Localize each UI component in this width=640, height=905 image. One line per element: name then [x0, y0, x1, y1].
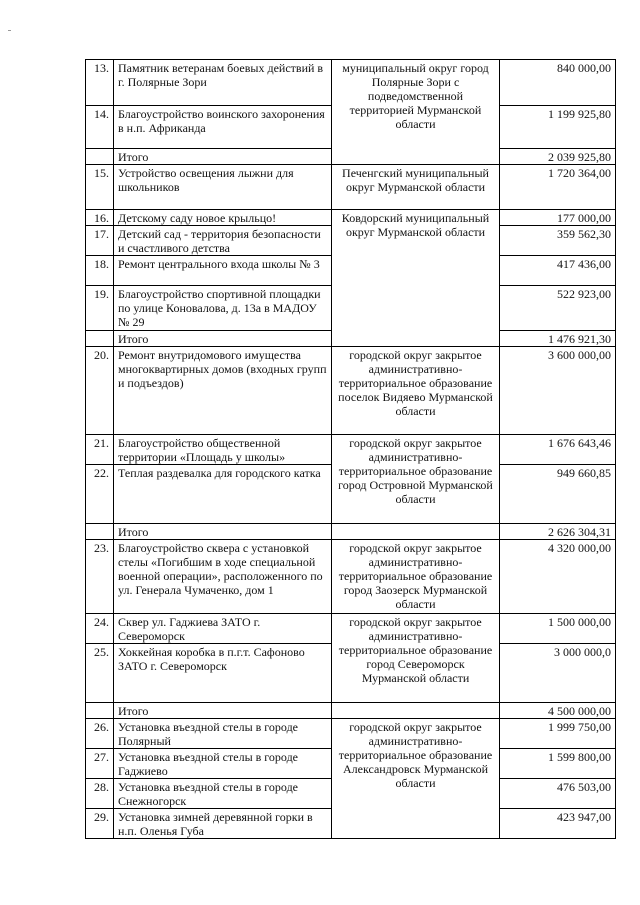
row-number: 26. — [86, 719, 114, 749]
subtotal-amount: 2 039 925,80 — [500, 149, 616, 165]
subtotal-amount: 1 476 921,30 — [500, 331, 616, 347]
project-amount: 1 676 643,46 — [500, 435, 616, 465]
subtotal-label: Итого — [114, 524, 332, 540]
project-name: Установка зимней деревянной горки в н.п. Оленья Губа — [114, 809, 332, 839]
table-row — [86, 347, 616, 435]
project-amount: 1 199 925,80 — [500, 106, 616, 149]
margin-mark — [8, 30, 11, 31]
row-number: 20. — [86, 347, 114, 435]
project-amount: 4 320 000,00 — [500, 540, 616, 614]
project-name: Установка въездной стелы в городе Гаджиево — [114, 749, 332, 779]
subtotal-amount: 2 626 304,31 — [500, 524, 616, 540]
table-row — [86, 165, 616, 210]
subtotal-amount: 4 500 000,00 — [500, 703, 616, 719]
project-amount: 522 923,00 — [500, 286, 616, 331]
row-number: 18. — [86, 256, 114, 286]
subtotal-label: Итого — [114, 331, 332, 347]
empty-cell — [332, 703, 500, 719]
row-number — [86, 703, 114, 719]
subtotal-row — [86, 703, 616, 719]
municipality-cell: Ковдорский муниципальный округ Мурманской области — [332, 210, 500, 347]
project-name: Благоустройство воинского захоронения в н.п. Африканда — [114, 106, 332, 149]
row-number: 27. — [86, 749, 114, 779]
project-amount: 3 000 000,0 — [500, 644, 616, 703]
row-number — [86, 524, 114, 540]
project-amount: 1 500 000,00 — [500, 614, 616, 644]
table-row — [86, 60, 616, 106]
project-amount: 359 562,30 — [500, 226, 616, 256]
project-amount: 177 000,00 — [500, 210, 616, 226]
projects-table — [85, 59, 616, 839]
row-number — [86, 331, 114, 347]
municipality-cell: муниципальный округ город Полярные Зори с подведомственной территорией Мурманской области — [332, 60, 500, 165]
project-name: Детский сад - территория безопасности и счастливого детства — [114, 226, 332, 256]
row-number: 14. — [86, 106, 114, 149]
row-number: 23. — [86, 540, 114, 614]
project-amount: 3 600 000,00 — [500, 347, 616, 435]
table-row — [86, 719, 616, 749]
row-number — [86, 149, 114, 165]
table-row — [86, 210, 616, 226]
row-number: 19. — [86, 286, 114, 331]
project-amount: 1 599 800,00 — [500, 749, 616, 779]
table-row — [86, 435, 616, 465]
row-number: 24. — [86, 614, 114, 644]
municipality-cell: городской округ закрытое административно-территориальное образование город Заозерск Мурманской области — [332, 540, 500, 614]
project-name: Установка въездной стелы в городе Полярный — [114, 719, 332, 749]
project-name: Благоустройство общественной территории «Площадь у школы» — [114, 435, 332, 465]
project-name: Благоустройство спортивной площадки по улице Коновалова, д. 13а в МАДОУ № 29 — [114, 286, 332, 331]
row-number: 17. — [86, 226, 114, 256]
row-number: 16. — [86, 210, 114, 226]
project-amount: 1 720 364,00 — [500, 165, 616, 210]
project-amount: 423 947,00 — [500, 809, 616, 839]
municipality-cell: городской округ закрытое административно-территориальное образование город Островной Мурманской области — [332, 435, 500, 524]
project-name: Ремонт центрального входа школы № 3 — [114, 256, 332, 286]
project-name: Памятник ветеранам боевых действий в г. Полярные Зори — [114, 60, 332, 106]
table-row — [86, 614, 616, 644]
row-number: 21. — [86, 435, 114, 465]
row-number: 29. — [86, 809, 114, 839]
row-number: 15. — [86, 165, 114, 210]
municipality-cell: городской округ закрытое административно-территориальное образование город Североморск Мурманской области — [332, 614, 500, 703]
municipality-cell: городской округ закрытое административно-территориальное образование Александровск Мурманской области — [332, 719, 500, 839]
subtotal-label: Итого — [114, 149, 332, 165]
project-name: Ремонт внутридомового имущества многоквартирных домов (входных групп и подъездов) — [114, 347, 332, 435]
municipality-cell: городской округ закрытое административно-территориальное образование поселок Видяево Мурманской области — [332, 347, 500, 435]
project-name: Хоккейная коробка в п.г.т. Сафоново ЗАТО г. Североморск — [114, 644, 332, 703]
project-name: Сквер ул. Гаджиева ЗАТО г. Североморск — [114, 614, 332, 644]
project-name: Детскому саду новое крыльцо! — [114, 210, 332, 226]
project-name: Установка въездной стелы в городе Снежногорск — [114, 779, 332, 809]
municipality-cell: Печенгский муниципальный округ Мурманской области — [332, 165, 500, 210]
project-amount: 476 503,00 — [500, 779, 616, 809]
project-name: Устройство освещения лыжни для школьников — [114, 165, 332, 210]
project-amount: 949 660,85 — [500, 465, 616, 524]
project-amount: 1 999 750,00 — [500, 719, 616, 749]
project-name: Теплая раздевалка для городского катка — [114, 465, 332, 524]
row-number: 22. — [86, 465, 114, 524]
subtotal-label: Итого — [114, 703, 332, 719]
row-number: 25. — [86, 644, 114, 703]
table-row — [86, 540, 616, 614]
project-amount: 417 436,00 — [500, 256, 616, 286]
row-number: 13. — [86, 60, 114, 106]
empty-cell — [332, 524, 500, 540]
subtotal-row — [86, 524, 616, 540]
project-amount: 840 000,00 — [500, 60, 616, 106]
row-number: 28. — [86, 779, 114, 809]
project-name: Благоустройство сквера с установкой стелы «Погибшим в ходе специальной военной операции», расположенного по ул. Генерала Чумаченко, дом 1 — [114, 540, 332, 614]
